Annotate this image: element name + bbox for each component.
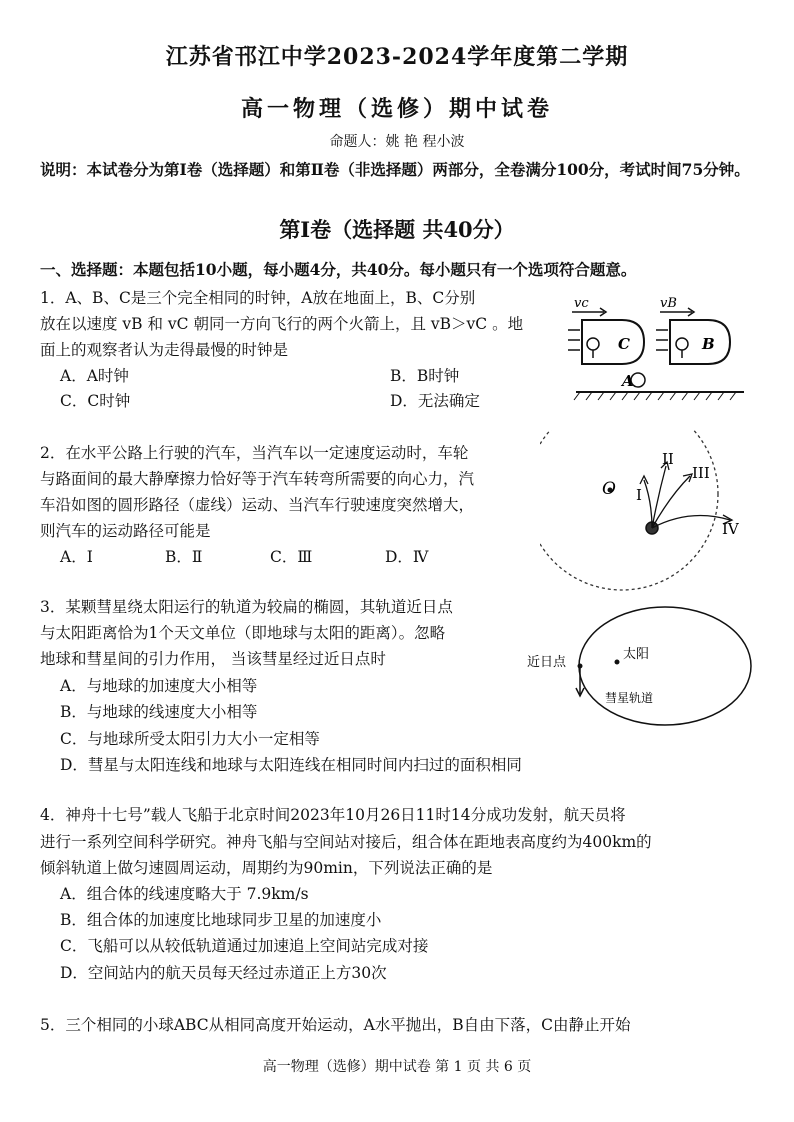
- rocket-b: [656, 308, 730, 364]
- label-path-ii: II: [662, 450, 674, 468]
- question-5-line-1: 5．三个相同的小球ABC从相同高度开始运动，A水平抛出，B自由下落，C由静止开始: [40, 1016, 631, 1034]
- path-iv: [652, 516, 730, 529]
- question-4-option-d[interactable]: D．空间站内的航天员每天经过赤道正上方30次: [60, 964, 387, 982]
- question-2-option-c[interactable]: C．Ⅲ: [270, 548, 313, 566]
- exam-authors: 命题人：姚 艳 程小波: [329, 134, 465, 150]
- clock-b-icon: [676, 338, 688, 350]
- path-ii: [652, 466, 666, 528]
- question-2-line-1: 2．在水平公路上行驶的汽车，当汽车以一定速度运动时，车轮: [40, 444, 469, 462]
- label-path-i: I: [636, 486, 642, 504]
- label-path-iii: III: [692, 464, 710, 482]
- question-4-line-2: 进行一系列空间科学研究。神舟飞船与空间站对接后，组合体在距地表高度约为400km的: [40, 833, 652, 851]
- question-3-option-b[interactable]: B．与地球的线速度大小相等: [60, 703, 258, 721]
- question-3-option-c[interactable]: C．与地球所受太阳引力大小一定相等: [60, 730, 320, 748]
- question-2-line-3: 车沿如图的圆形路径（虚线）运动、当汽车行驶速度突然增大，: [40, 496, 475, 514]
- path-i: [644, 480, 652, 528]
- question-2-option-b[interactable]: B．Ⅱ: [165, 548, 203, 566]
- question-1-line-3: 面上的观察者认为走得最慢的时钟是: [40, 341, 289, 359]
- label-vc: vc: [574, 296, 589, 311]
- exam-instructions-note: 说明：本试卷分为第Ⅰ卷（选择题）和第Ⅱ卷（非选择题）两部分，全卷满分100分，考试时间75分钟。: [40, 160, 750, 179]
- question-4-option-c[interactable]: C．飞船可以从较低轨道通过加速追上空间站完成对接: [60, 937, 429, 955]
- curve-path-figure: [540, 430, 750, 595]
- sun-icon: [615, 660, 620, 665]
- question-1-option-d[interactable]: D．无法确定: [390, 392, 480, 410]
- comet-orbit: [579, 607, 751, 725]
- question-1-option-c[interactable]: C．C时钟: [60, 392, 131, 410]
- question-4-option-a[interactable]: A．组合体的线速度略大于 7.9km/s: [60, 885, 309, 903]
- rocket-c: [568, 308, 644, 364]
- question-2-option-a[interactable]: A．Ⅰ: [60, 548, 93, 566]
- exam-school-title: 江苏省邗江中学2023-2024学年度第二学期: [165, 44, 629, 70]
- label-path-iv: IV: [722, 520, 739, 538]
- question-3-option-d[interactable]: D．彗星与太阳连线和地球与太阳连线在相同时间内扫过的面积相同: [60, 756, 522, 774]
- section-title: 第Ⅰ卷（选择题 共40分）: [279, 217, 515, 242]
- label-o: O: [602, 479, 616, 499]
- label-sun: 太阳: [623, 647, 650, 662]
- clock-c-icon: [587, 338, 599, 350]
- rocket-clocks-figure: [560, 292, 760, 408]
- page-footer: 高一物理（选修）期中试卷 第 1 页 共 6 页: [262, 1059, 532, 1075]
- label-vb: vB: [660, 296, 677, 311]
- label-b: B: [702, 335, 715, 353]
- question-4-option-b[interactable]: B．组合体的加速度比地球同步卫星的加速度小: [60, 911, 382, 929]
- label-perihelion: 近日点: [527, 655, 567, 670]
- question-4-line-3: 倾斜轨道上做匀速圆周运动，周期约为90min，下列说法正确的是: [40, 859, 493, 877]
- section-instructions: 一、选择题：本题包括10小题，每小题4分，共40分。每小题只有一个选项符合题意。: [40, 260, 637, 279]
- question-1-line-1: 1．A、B、C是三个完全相同的时钟，A放在地面上，B、C分别: [40, 289, 476, 307]
- question-1-option-b[interactable]: B．B时钟: [390, 367, 460, 385]
- question-1-line-2: 放在以速度 vB 和 vC 朝同一方向飞行的两个火箭上，且 vB＞vC 。地: [40, 315, 524, 333]
- label-comet-orbit: 彗星轨道: [605, 691, 654, 705]
- question-2-line-2: 与路面间的最大静摩擦力恰好等于汽车转弯所需要的向心力，汽: [40, 470, 475, 488]
- question-3-line-1: 3．某颗彗星绕太阳运行的轨道为较扁的椭圆，其轨道近日点: [40, 598, 453, 616]
- question-3-line-2: 与太阳距离恰为1个天文单位（即地球与太阳的距离）。忽略: [40, 624, 446, 642]
- question-3-option-a[interactable]: A．与地球的加速度大小相等: [60, 677, 258, 695]
- circular-path-dashed: [540, 430, 718, 590]
- label-c: C: [618, 335, 630, 353]
- comet-orbit-figure: [525, 600, 765, 740]
- question-1-option-a[interactable]: A．A时钟: [60, 367, 129, 385]
- question-3-line-3: 地球和彗星间的引力作用， 当该彗星经过近日点时: [40, 650, 386, 668]
- label-a: A: [622, 372, 634, 390]
- question-2-line-4: 则汽车的运动路径可能是: [40, 522, 211, 540]
- exam-subject-title: 高一物理（选修）期中试卷: [240, 96, 553, 122]
- question-2-option-d[interactable]: D．Ⅳ: [385, 548, 429, 566]
- question-4-line-1: 4．神舟十七号”载人飞船于北京时间2023年10月26日11时14分成功发射，航天员将: [40, 806, 626, 824]
